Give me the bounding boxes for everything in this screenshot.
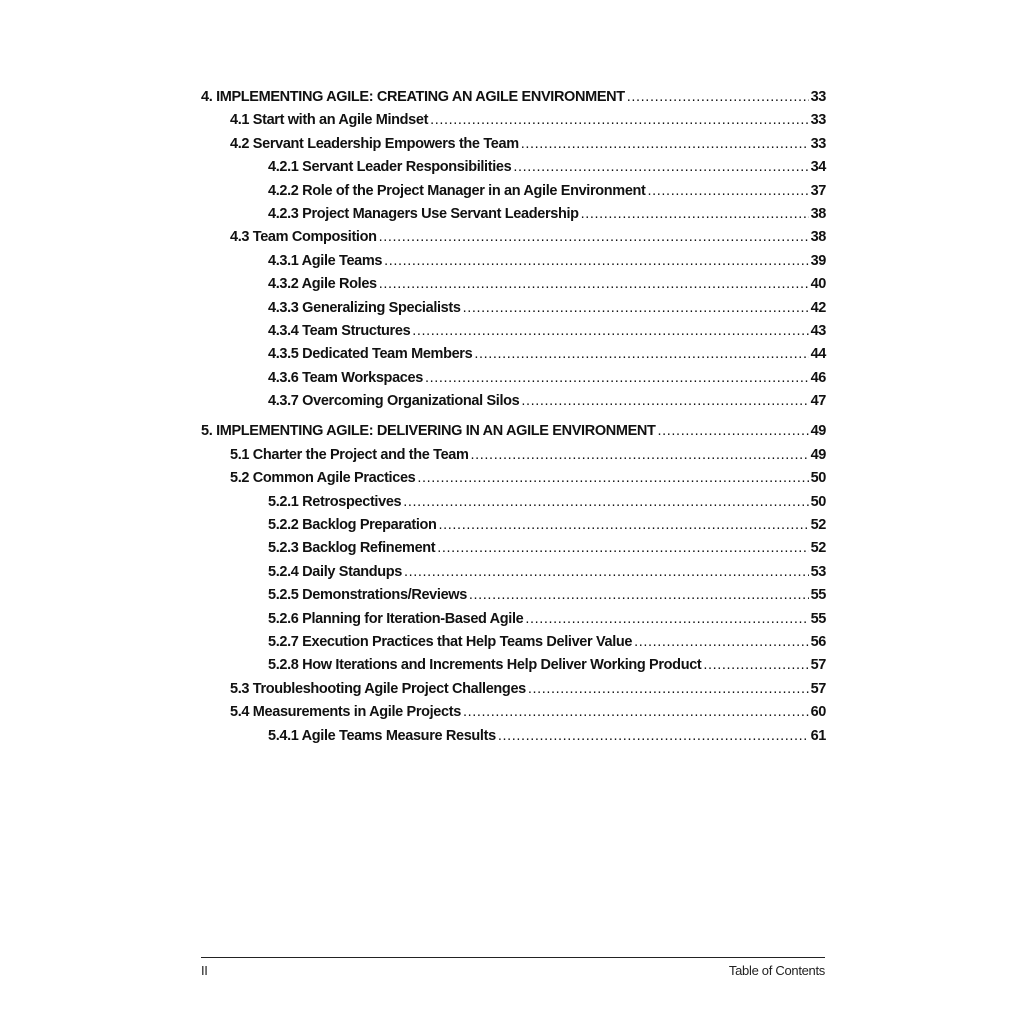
- toc-entry-title: 5.2.6 Planning for Iteration-Based Agile: [268, 610, 524, 627]
- toc-dot-leader: [417, 470, 808, 486]
- toc-dot-leader: [404, 564, 809, 580]
- toc-dot-leader: [521, 136, 809, 152]
- toc-dot-leader: [581, 206, 809, 222]
- toc-entry-page-number: 38: [810, 205, 826, 222]
- toc-entry-title: 4.2.3 Project Managers Use Servant Leadership: [268, 205, 579, 222]
- toc-dot-leader: [471, 447, 809, 463]
- toc-entry-title: 4.3.4 Team Structures: [268, 322, 411, 339]
- toc-dot-leader: [379, 229, 809, 245]
- toc-entry-page-number: 44: [810, 346, 826, 363]
- toc-subsection-entry[interactable]: [201, 346, 826, 369]
- toc-entry-page-number: 52: [810, 540, 826, 557]
- toc-entry-title: 4.2.2 Role of the Project Manager in an Agile Environment: [268, 182, 646, 199]
- toc-dot-leader: [384, 253, 808, 269]
- toc-entry-title: 5.2.1 Retrospectives: [268, 493, 402, 510]
- toc-subsection-entry[interactable]: [201, 370, 826, 393]
- toc-subsection-entry[interactable]: [201, 494, 826, 517]
- toc-entry-page-number: 43: [810, 322, 826, 339]
- toc-entry-page-number: 49: [810, 423, 826, 440]
- toc-entry-title: 4.3 Team Composition: [230, 229, 377, 246]
- toc-entry-page-number: 61: [810, 727, 826, 744]
- toc-subsection-entry[interactable]: [201, 634, 826, 657]
- toc-dot-leader: [379, 276, 809, 292]
- toc-entry-page-number: 50: [810, 493, 826, 510]
- toc-entry-page-number: 52: [810, 517, 826, 534]
- toc-entry-title: 5.1 Charter the Project and the Team: [230, 446, 469, 463]
- toc-dot-leader: [648, 183, 809, 199]
- toc-entry-page-number: 33: [810, 112, 826, 129]
- toc-entry-page-number: 55: [810, 587, 826, 604]
- toc-subsection-entry[interactable]: [201, 276, 826, 299]
- toc-entry-page-number: 57: [810, 680, 826, 697]
- toc-dot-leader: [521, 393, 808, 409]
- toc-entry-title: 5.2.4 Daily Standups: [268, 563, 403, 580]
- toc-entry-page-number: 47: [810, 393, 826, 410]
- toc-entry-title: 5.2.8 How Iterations and Increments Help Deliver Working Product: [268, 657, 702, 674]
- toc-subsection-entry[interactable]: [201, 300, 826, 323]
- toc-subsection-entry[interactable]: [201, 206, 826, 229]
- toc-section-entry[interactable]: [201, 681, 826, 704]
- toc-subsection-entry[interactable]: [201, 159, 826, 182]
- footer-rule: [201, 957, 825, 958]
- toc-section-entry[interactable]: [201, 704, 826, 727]
- toc-dot-leader: [528, 681, 809, 697]
- toc-subsection-entry[interactable]: [201, 183, 826, 206]
- toc-subsection-entry[interactable]: [201, 611, 826, 634]
- toc-entry-title: 4.3.7 Overcoming Organizational Silos: [268, 393, 520, 410]
- toc-dot-leader: [412, 323, 808, 339]
- toc-dot-leader: [437, 540, 808, 556]
- toc-entry-page-number: 33: [810, 135, 826, 152]
- toc-entry-title: 5. IMPLEMENTING AGILE: DELIVERING IN AN AGILE ENVIRONMENT: [201, 423, 656, 440]
- toc-entry-page-number: 40: [810, 276, 826, 293]
- toc-entry-page-number: 50: [810, 470, 826, 487]
- toc-chapter-entry[interactable]: [201, 423, 826, 446]
- toc-dot-leader: [627, 89, 809, 105]
- table-of-contents: [201, 89, 826, 751]
- toc-entry-title: 4.3.5 Dedicated Team Members: [268, 346, 473, 363]
- toc-entry-title: 5.2.2 Backlog Preparation: [268, 517, 437, 534]
- toc-entry-title: 5.4 Measurements in Agile Projects: [230, 704, 461, 721]
- toc-entry-page-number: 38: [810, 229, 826, 246]
- toc-dot-leader: [403, 494, 808, 510]
- toc-section-entry[interactable]: [201, 136, 826, 159]
- toc-section-entry[interactable]: [201, 470, 826, 493]
- toc-entry-title: 4.2 Servant Leadership Empowers the Team: [230, 135, 519, 152]
- toc-dot-leader: [513, 159, 808, 175]
- toc-entry-page-number: 34: [810, 159, 826, 176]
- toc-dot-leader: [634, 634, 808, 650]
- toc-entry-page-number: 33: [810, 89, 826, 105]
- toc-subsection-entry[interactable]: [201, 728, 826, 751]
- toc-dot-leader: [498, 728, 809, 744]
- footer-section-title: Table of Contents: [728, 963, 825, 978]
- toc-entry-title: 5.2.3 Backlog Refinement: [268, 540, 436, 557]
- toc-entry-page-number: 57: [810, 657, 826, 674]
- toc-dot-leader: [463, 704, 809, 720]
- toc-entry-title: 4.3.2 Agile Roles: [268, 276, 377, 293]
- toc-subsection-entry[interactable]: [201, 517, 826, 540]
- toc-section-entry[interactable]: [201, 229, 826, 252]
- toc-entry-page-number: 49: [810, 446, 826, 463]
- toc-entry-page-number: 56: [810, 633, 826, 650]
- toc-entry-page-number: 46: [810, 369, 826, 386]
- toc-entry-title: 5.4.1 Agile Teams Measure Results: [268, 727, 496, 744]
- toc-entry-title: 5.2.7 Execution Practices that Help Teams Deliver Value: [268, 633, 633, 650]
- toc-section-entry[interactable]: [201, 447, 826, 470]
- toc-subsection-entry[interactable]: [201, 657, 826, 680]
- toc-entry-title: 5.2 Common Agile Practices: [230, 470, 416, 487]
- toc-dot-leader: [463, 300, 809, 316]
- toc-entry-page-number: 55: [810, 610, 826, 627]
- toc-dot-leader: [525, 611, 808, 627]
- toc-entry-page-number: 53: [810, 563, 826, 580]
- toc-entry-title: 4.3.1 Agile Teams: [268, 252, 383, 269]
- toc-entry-title: 4.3.3 Generalizing Specialists: [268, 299, 461, 316]
- toc-chapter-entry[interactable]: [201, 89, 826, 112]
- toc-dot-leader: [703, 657, 808, 673]
- page-footer: [201, 963, 825, 978]
- toc-subsection-entry[interactable]: [201, 393, 826, 416]
- toc-entry-title: 4.1 Start with an Agile Mindset: [230, 112, 429, 129]
- toc-dot-leader: [469, 587, 809, 603]
- toc-subsection-entry[interactable]: [201, 564, 826, 587]
- toc-entry-title: 4.3.6 Team Workspaces: [268, 369, 423, 386]
- toc-entry-title: 5.3 Troubleshooting Agile Project Challenges: [230, 680, 526, 697]
- toc-entry-title: 4.2.1 Servant Leader Responsibilities: [268, 159, 512, 176]
- toc-entry-page-number: 60: [810, 704, 826, 721]
- toc-entry-title: 5.2.5 Demonstrations/Reviews: [268, 587, 467, 604]
- toc-entry-page-number: 39: [810, 252, 826, 269]
- toc-subsection-entry[interactable]: [201, 587, 826, 610]
- toc-dot-leader: [658, 423, 809, 439]
- toc-dot-leader: [439, 517, 809, 533]
- toc-subsection-entry[interactable]: [201, 540, 826, 563]
- toc-entry-title: 4. IMPLEMENTING AGILE: CREATING AN AGILE ENVIRONMENT: [201, 89, 625, 105]
- toc-subsection-entry[interactable]: [201, 253, 826, 276]
- toc-entry-page-number: 42: [810, 299, 826, 316]
- toc-subsection-entry[interactable]: [201, 323, 826, 346]
- toc-dot-leader: [430, 112, 808, 128]
- toc-section-entry[interactable]: [201, 112, 826, 135]
- toc-entry-page-number: 37: [810, 182, 826, 199]
- toc-dot-leader: [425, 370, 809, 386]
- toc-dot-leader: [474, 346, 808, 362]
- footer-page-number: II: [201, 963, 208, 978]
